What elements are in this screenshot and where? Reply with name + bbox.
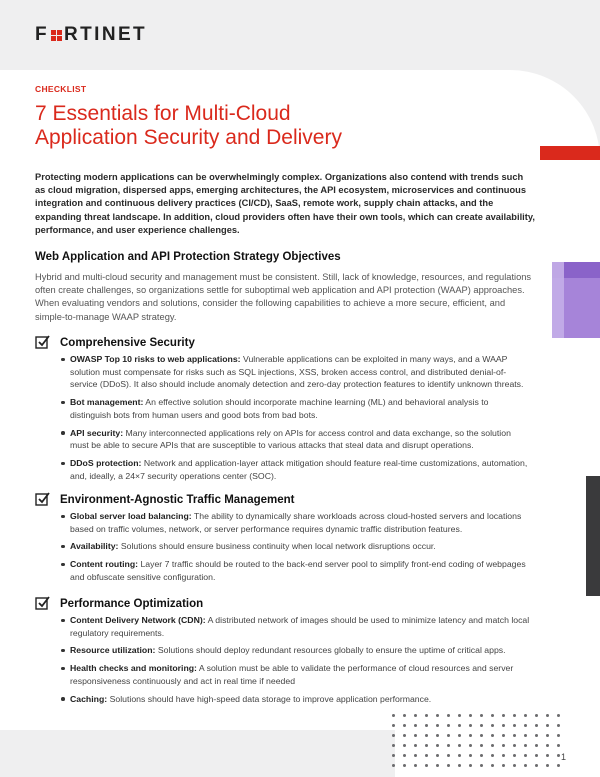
decor-dot — [546, 744, 549, 747]
decor-dot — [414, 714, 417, 717]
decor-dot — [447, 734, 450, 737]
decor-dot — [436, 764, 439, 767]
decor-dot — [458, 754, 461, 757]
decor-dot — [436, 744, 439, 747]
section-title: Environment-Agnostic Traffic Management — [60, 493, 295, 506]
decor-dot — [546, 714, 549, 717]
logo-mark-icon — [51, 30, 62, 41]
decor-dot — [491, 754, 494, 757]
decor-dot — [502, 754, 505, 757]
decor-dot — [447, 754, 450, 757]
decor-dot — [502, 714, 505, 717]
decor-dot — [546, 734, 549, 737]
decor-dot — [491, 714, 494, 717]
decor-dot — [480, 734, 483, 737]
red-accent-bar — [540, 146, 600, 160]
decor-dot — [535, 754, 538, 757]
decor-dot — [524, 734, 527, 737]
checkbox-icon — [35, 597, 48, 610]
page-header — [0, 0, 600, 70]
decor-dot — [392, 764, 395, 767]
decor-dot — [513, 724, 516, 727]
decor-dot — [425, 714, 428, 717]
decor-dot — [557, 744, 560, 747]
decor-dot — [425, 754, 428, 757]
objectives-heading: Web Application and API Protection Strategy Objectives — [35, 251, 341, 264]
decor-dot — [458, 724, 461, 727]
decor-dot — [502, 724, 505, 727]
decor-dot — [480, 724, 483, 727]
decor-dot — [535, 764, 538, 767]
decor-dot — [513, 764, 516, 767]
decor-dot — [513, 754, 516, 757]
decor-dot — [458, 714, 461, 717]
decor-dot — [557, 724, 560, 727]
purple-accent-light — [552, 262, 564, 338]
decor-dot — [513, 734, 516, 737]
decor-dot — [513, 714, 516, 717]
decor-dot — [392, 744, 395, 747]
decor-dot — [557, 714, 560, 717]
dark-accent-bar — [586, 476, 600, 596]
checkbox-icon — [35, 336, 48, 349]
decor-dot — [469, 764, 472, 767]
decor-dot — [491, 764, 494, 767]
decor-dot — [403, 754, 406, 757]
decor-dot — [392, 724, 395, 727]
decor-dot — [414, 744, 417, 747]
section-performance-optimization — [35, 597, 531, 711]
decor-dot — [447, 724, 450, 727]
decor-dot — [469, 714, 472, 717]
decor-dot — [524, 714, 527, 717]
section-comprehensive-security — [35, 336, 531, 488]
decor-dot — [546, 754, 549, 757]
decor-dot — [436, 734, 439, 737]
decor-dot — [469, 744, 472, 747]
decor-dot — [436, 754, 439, 757]
list-item: OWASP Top 10 risks to web applications: Vulnerable applications can be exploited in many ways, and a WAAP solution must compensate for risks such as SQL injections, XSS, broken access control, and distributed denial-of-service (DDoS). It also should include anomaly detection and zero-day protection features to identify unknown threats. — [61, 353, 531, 391]
list-item: Caching: Solutions should have high-speed data storage to improve application performance. — [61, 693, 531, 706]
section-title: Performance Optimization — [60, 597, 204, 610]
footer-band — [0, 730, 395, 777]
decor-dot — [502, 734, 505, 737]
decor-dot — [458, 764, 461, 767]
decor-dot — [480, 714, 483, 717]
decor-dot — [469, 734, 472, 737]
decor-dot — [535, 744, 538, 747]
decor-dot — [436, 724, 439, 727]
list-item: DDoS protection: Network and application-layer attack mitigation should feature real-time customizations, automation, and, ideally, a 24×7 security operations center (SOC). — [61, 457, 531, 482]
decor-dot — [535, 724, 538, 727]
decor-dot — [447, 764, 450, 767]
decor-dot — [447, 714, 450, 717]
list-item: Health checks and monitoring: A solution must be able to validate the performance of cloud resources and server responsiveness continuously and act in real time if needed — [61, 662, 531, 687]
decor-dot — [546, 724, 549, 727]
decor-dot — [491, 734, 494, 737]
decor-dot — [403, 744, 406, 747]
decor-dot — [524, 754, 527, 757]
decor-dot — [403, 714, 406, 717]
list-item: Content routing: Layer 7 traffic should be routed to the back-end server pool to simplify front-end coding of webpages and obfuscate sensitive configuration. — [61, 558, 531, 583]
decor-dot — [414, 764, 417, 767]
decor-dot — [557, 734, 560, 737]
checkbox-icon — [35, 493, 48, 506]
decor-dot — [502, 764, 505, 767]
decor-dot — [425, 764, 428, 767]
decor-dot — [425, 734, 428, 737]
objectives-paragraph: Hybrid and multi-cloud security and management must be consistent. Still, lack of knowledge, resources, and regulations often create challenges, so organizations settle for suboptimal web application and API protection (WAAP) approaches. When evaluating vendors and solutions, consider the following capabilities to achieve a more secure, efficient, and simple-to-manage WAAP strategy. — [35, 272, 532, 322]
section-list — [61, 614, 531, 705]
decor-dot — [403, 764, 406, 767]
decor-dot — [480, 764, 483, 767]
decor-dot — [480, 754, 483, 757]
decor-dot — [414, 724, 417, 727]
logo-text-left: F — [35, 24, 50, 45]
decor-dot — [524, 724, 527, 727]
decor-dot — [491, 724, 494, 727]
decor-dot — [524, 744, 527, 747]
logo-text-right: RTINET — [64, 24, 148, 45]
decor-dot — [469, 724, 472, 727]
section-list — [61, 510, 531, 584]
decor-dot — [447, 744, 450, 747]
decor-dot — [535, 734, 538, 737]
decor-dot — [502, 744, 505, 747]
decor-dot — [425, 744, 428, 747]
checklist-kicker: CHECKLIST — [35, 84, 87, 94]
list-item: API security: Many interconnected applications rely on APIs for access control and data exchange, so the solution must be able to secure APIs that are susceptible to various attacks that steal data and disrupt operations. — [61, 427, 531, 452]
decor-dot — [403, 734, 406, 737]
section-traffic-management — [35, 493, 531, 589]
decor-dot — [557, 754, 560, 757]
section-list — [61, 353, 531, 482]
decor-dot — [513, 744, 516, 747]
list-item: Content Delivery Network (CDN): A distributed network of images should be used to minimize latency and match local regulatory requirements. — [61, 614, 531, 639]
decor-dot — [469, 754, 472, 757]
decor-dot — [414, 734, 417, 737]
dot-pattern — [392, 714, 582, 774]
decor-dot — [414, 754, 417, 757]
decor-dot — [425, 724, 428, 727]
decor-dot — [535, 714, 538, 717]
decor-dot — [557, 764, 560, 767]
decor-dot — [546, 764, 549, 767]
decor-dot — [458, 744, 461, 747]
decor-dot — [458, 734, 461, 737]
list-item: Global server load balancing: The ability to dynamically share workloads across cloud-hosted servers and locations based on traffic volumes, network, or server performance requires dynamic traffic distribution features. — [61, 510, 531, 535]
decor-dot — [403, 724, 406, 727]
list-item: Availability: Solutions should ensure business continuity when local network disruptions occur. — [61, 540, 531, 553]
decor-dot — [392, 734, 395, 737]
page-title: 7 Essentials for Multi-Cloud Application Security and Delivery — [35, 102, 342, 149]
fortinet-logo — [35, 24, 148, 45]
decor-dot — [524, 764, 527, 767]
page-number: 1 — [561, 752, 567, 762]
list-item: Bot management: An effective solution should incorporate machine learning (ML) and behavioral analysis to distinguish bots from human users and good bots from bad bots. — [61, 396, 531, 421]
decor-dot — [491, 744, 494, 747]
list-item: Resource utilization: Solutions should deploy redundant resources globally to ensure the uptime of critical apps. — [61, 644, 531, 657]
decor-dot — [392, 754, 395, 757]
intro-paragraph: Protecting modern applications can be overwhelmingly complex. Organizations also contend with trends such as cloud migration, dispersed apps, emerging architectures, the API ecosystem, microservices and continuous integration and continuous delivery practices (CI/CD), SaaS, remote work, supply chain attacks, and the expanding threat landscape. In addition, cloud providers often have their own tools, which can create availability, performance, and user experience challenges. — [35, 172, 535, 235]
section-title: Comprehensive Security — [60, 336, 195, 349]
document-intro — [35, 84, 535, 324]
decor-dot — [436, 714, 439, 717]
decor-dot — [392, 714, 395, 717]
decor-dot — [480, 744, 483, 747]
